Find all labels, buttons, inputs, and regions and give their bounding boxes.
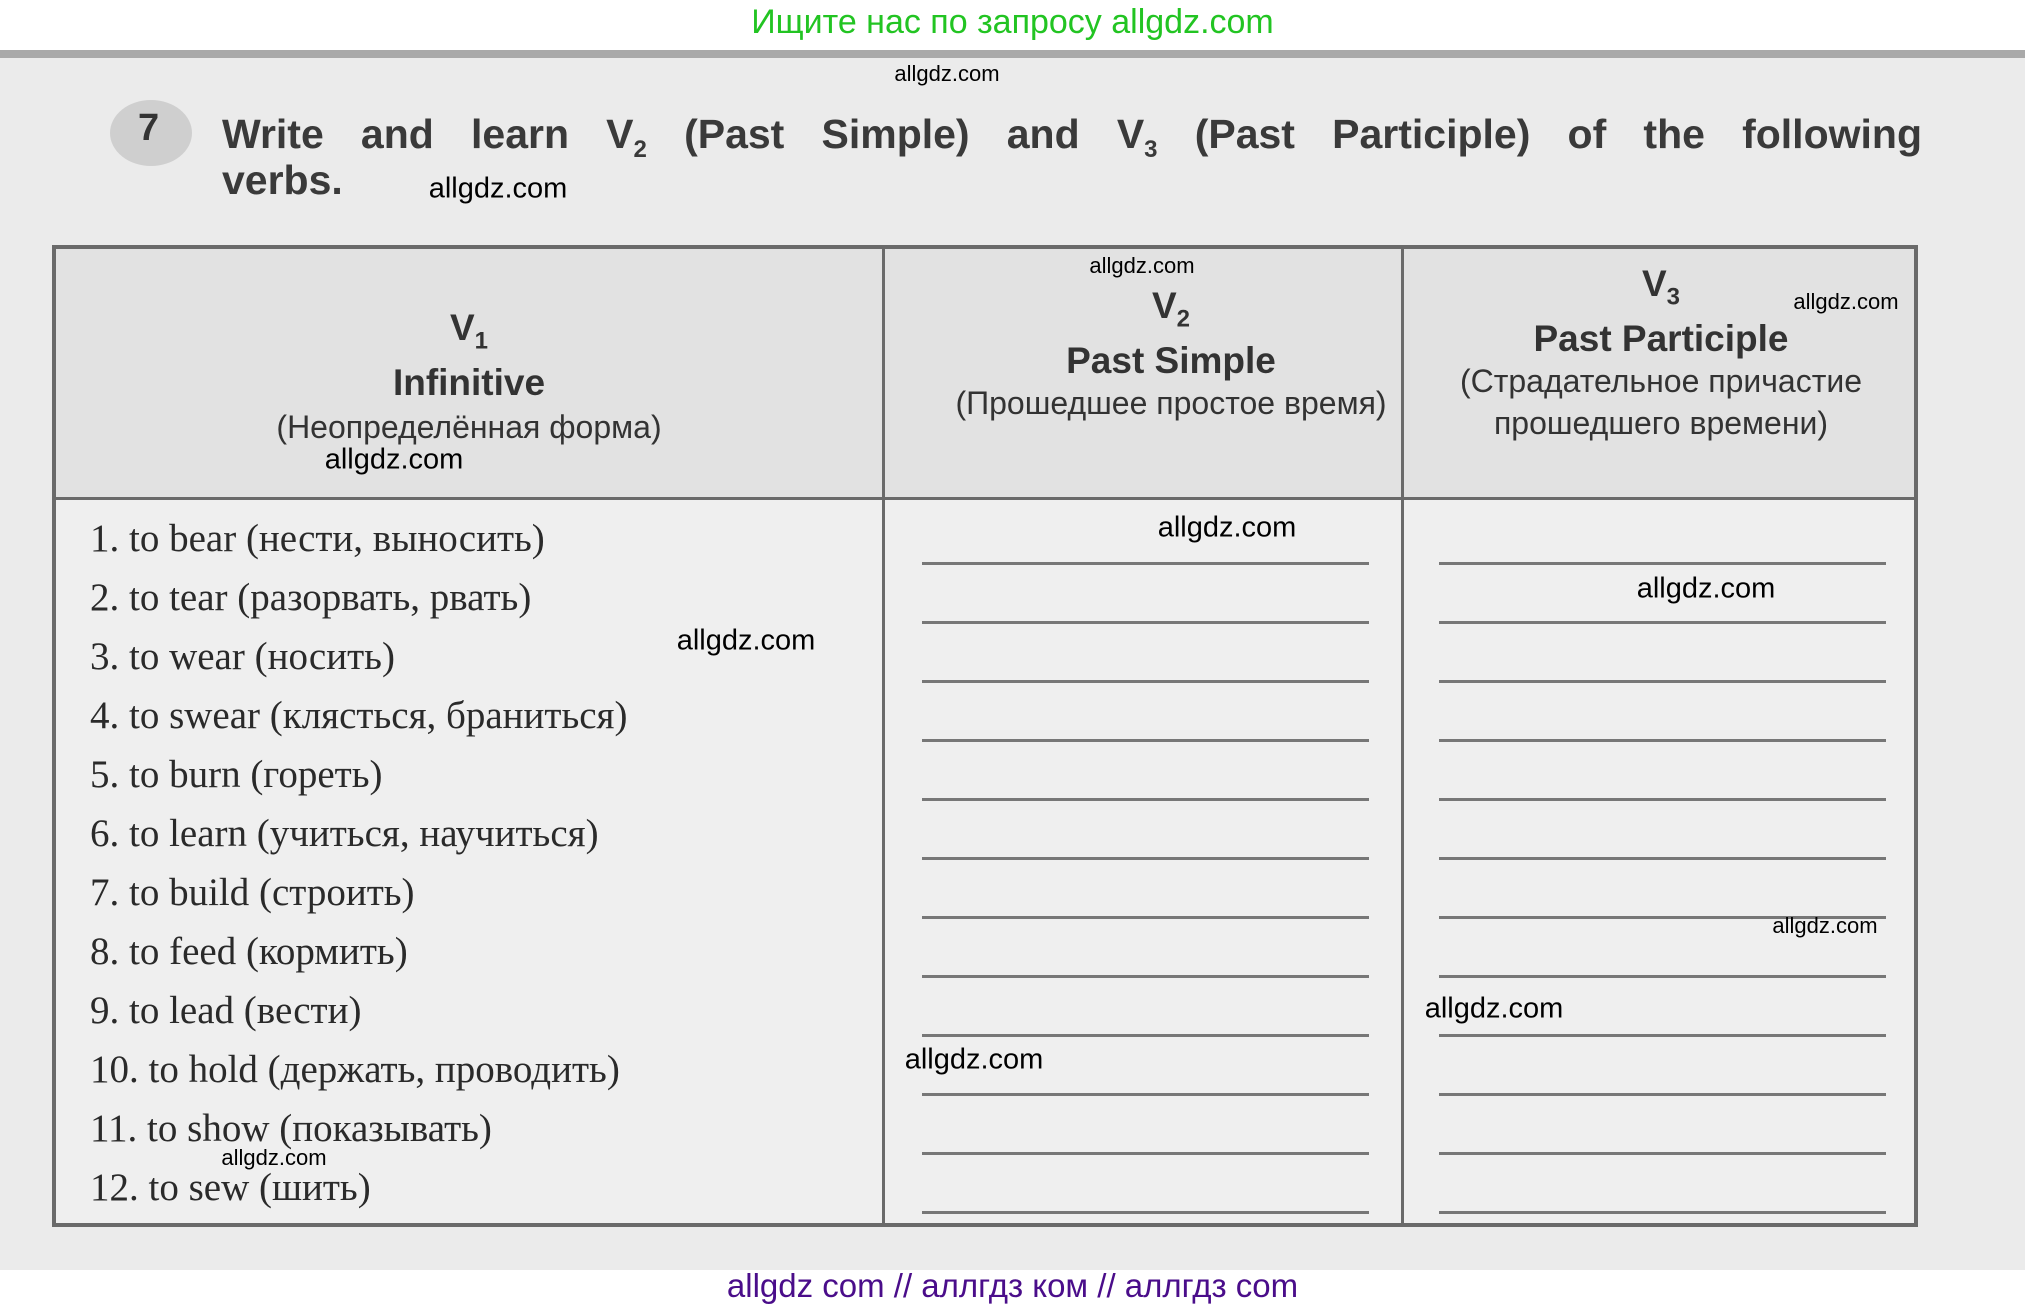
answer-blank-line[interactable]: [922, 739, 1369, 742]
answer-blank-line[interactable]: [922, 1093, 1369, 1096]
watermark: allgdz.com: [894, 61, 1000, 86]
answer-blank-line[interactable]: [1439, 680, 1886, 683]
subscript: 2: [1176, 305, 1191, 333]
header-note: (Прошедшее простое время): [955, 385, 1387, 422]
answer-blank-line[interactable]: [1439, 975, 1886, 978]
verb-row: 4. to swear (клясться, браниться): [90, 694, 628, 737]
watermark: allgdz.com: [1636, 572, 1776, 605]
answer-blank-line[interactable]: [1439, 739, 1886, 742]
verb-row: 2. to tear (разорвать, рвать): [90, 576, 532, 619]
answer-blank-line[interactable]: [922, 1152, 1369, 1155]
answer-blank-line[interactable]: [1439, 621, 1886, 624]
answer-blank-line[interactable]: [922, 798, 1369, 801]
watermark: allgdz.com: [904, 1043, 1044, 1076]
answer-blank-line[interactable]: [922, 857, 1369, 860]
header-title: Past Participle: [1533, 318, 1789, 360]
subscript: 3: [1144, 136, 1158, 164]
verb-row: 11. to show (показывать): [90, 1107, 492, 1150]
verb-row: 8. to feed (кормить): [90, 930, 408, 973]
exercise-title: [222, 112, 1922, 172]
verb-row: 10. to hold (держать, проводить): [90, 1048, 620, 1091]
verb-row: 7. to build (строить): [90, 871, 415, 914]
answer-blank-line[interactable]: [922, 621, 1369, 624]
answer-blank-line[interactable]: [1439, 1093, 1886, 1096]
title-part: (Past Simple) and V: [646, 111, 1145, 157]
title-part: Write and learn V: [222, 111, 634, 157]
answer-blank-line[interactable]: [922, 680, 1369, 683]
watermark: allgdz.com: [1424, 992, 1564, 1025]
header-v: V: [1151, 285, 1177, 326]
watermark: allgdz.com: [221, 1145, 327, 1170]
subscript: 3: [1666, 283, 1681, 311]
title-part: (Past Participle) of the following: [1157, 111, 1922, 157]
watermark: allgdz.com: [1793, 289, 1899, 314]
watermark: allgdz.com: [1772, 913, 1878, 938]
header-v1: [56, 307, 882, 448]
answer-blank-line[interactable]: [922, 1034, 1369, 1037]
watermark: allgdz.com: [676, 624, 816, 657]
watermark: allgdz.com: [428, 172, 568, 205]
verb-row: 12. to sew (шить): [90, 1166, 371, 1209]
answer-blank-line[interactable]: [1439, 857, 1886, 860]
answer-blank-line[interactable]: [1439, 1152, 1886, 1155]
verb-row: 3. to wear (носить): [90, 635, 395, 678]
verb-row: 6. to learn (учиться, научиться): [90, 812, 599, 855]
header-v: V: [1641, 263, 1667, 304]
answer-blank-line[interactable]: [1439, 1034, 1886, 1037]
watermark: allgdz.com: [324, 443, 464, 476]
answer-blank-line[interactable]: [1439, 798, 1886, 801]
top-banner[interactable]: Ищите нас по запросу allgdz.com: [751, 3, 1274, 41]
answer-blank-line[interactable]: [922, 562, 1369, 565]
exercise-number: 7: [110, 100, 192, 166]
verb-row: 1. to bear (нести, выносить): [90, 517, 545, 560]
exercise-title-line2: verbs.: [222, 157, 343, 203]
verb-row: 5. to burn (гореть): [90, 753, 383, 796]
answer-blank-line[interactable]: [1439, 562, 1886, 565]
bottom-banner[interactable]: allgdz com // аллгдз ком // аллгдз com: [726, 1267, 1299, 1304]
answer-blank-line[interactable]: [922, 1211, 1369, 1214]
verb-row: 9. to lead (вести): [90, 989, 362, 1032]
header-note: (Страдательное причастие прошедшего времени): [1459, 363, 1863, 442]
watermark: allgdz.com: [1157, 511, 1297, 544]
header-v2: [936, 285, 1406, 424]
header-title: Infinitive: [392, 362, 546, 404]
answer-blank-line[interactable]: [1439, 1211, 1886, 1214]
header-title: Past Simple: [1066, 340, 1276, 382]
header-note: (Неопределённая форма): [276, 409, 662, 446]
answer-blank-line[interactable]: [922, 975, 1369, 978]
verbs-table: [52, 245, 1918, 1227]
watermark: allgdz.com: [1089, 253, 1195, 278]
subscript: 2: [633, 136, 647, 164]
header-v: V: [449, 307, 475, 348]
column-divider: [882, 249, 885, 1223]
answer-blank-line[interactable]: [922, 916, 1369, 919]
subscript: 1: [474, 327, 489, 355]
